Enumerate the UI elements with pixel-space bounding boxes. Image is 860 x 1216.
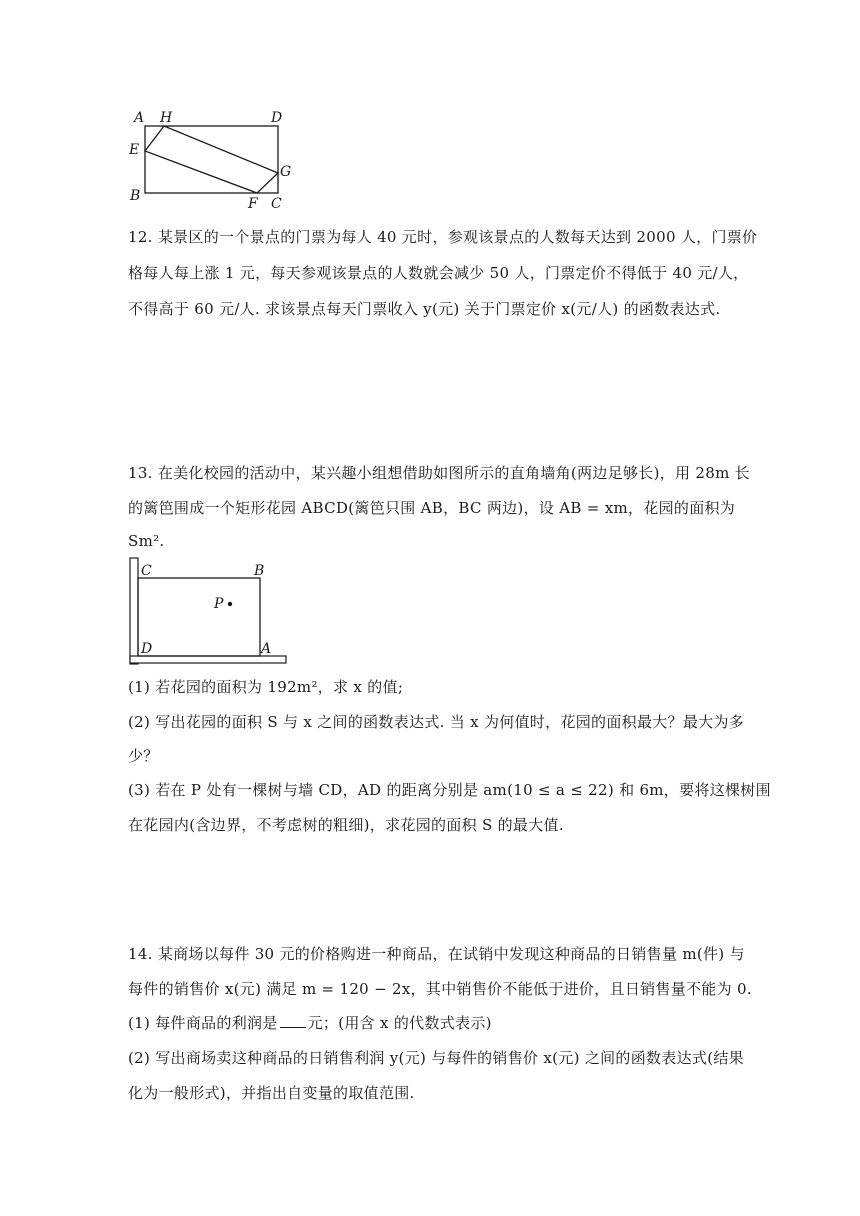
rectangle-parallelogram-figure [126, 106, 296, 212]
label-H: H [160, 110, 173, 126]
label-A: A [134, 110, 145, 126]
label-E: E [129, 142, 140, 158]
label-B: B [254, 563, 265, 579]
label-D: D [271, 110, 283, 126]
q12-line-3: 不得高于 60 元/人. 求该景点每天门票收入 y(元) 关于门票定价 x(元/人) 的函数表达式. [128, 300, 721, 318]
label-G: G [280, 164, 292, 180]
q13-part-2-cont: 少？ [128, 747, 159, 765]
q13-line-3: Sm². [128, 532, 165, 550]
label-P: P [214, 596, 224, 612]
label-C: C [141, 563, 152, 579]
q14-part-1-after: 元；(用含 x 的代数式表示) [307, 1014, 492, 1032]
q13-part-1: (1) 若花园的面积为 192m²，求 x 的值; [128, 678, 404, 696]
q14-part-1 [128, 1012, 492, 1033]
label-F: F [248, 196, 258, 212]
label-C: C [271, 196, 282, 212]
label-D: D [141, 641, 153, 657]
q14-part-2-cont: 化为一般形式)，并指出自变量的取值范围. [128, 1084, 415, 1102]
answer-blank[interactable] [280, 1027, 306, 1028]
q13-line-2: 的篱笆围成一个矩形花园 ABCD(篱笆只围 AB，BC 两边)，设 AB = xm，花园的面积为 [128, 499, 736, 517]
label-A: A [261, 641, 272, 657]
q12-line-2: 格每人每上涨 1 元，每天参观该景点的人数就会减少 50 人，门票定价不得低于 40 元/人， [128, 264, 749, 282]
q14-part-2: (2) 写出商场卖这种商品的日销售利润 y(元) 与每件的销售价 x(元) 之间的函数表达式(结果 [128, 1049, 744, 1067]
q13-part-3-cont: 在花园内(含边界，不考虑树的粗细)，求花园的面积 S 的最大值. [128, 816, 564, 834]
q13-part-2: (2) 写出花园的面积 S 与 x 之间的函数表达式. 当 x 为何值时，花园的面积最大？最大为多 [128, 713, 745, 731]
q14-line-2: 每件的销售价 x(元) 满足 m = 120 − 2x，其中销售价不能低于进价，且日销售量不能为 0. [128, 980, 752, 998]
q13-line-1: 13. 在美化校园的活动中，某兴趣小组想借助如图所示的直角墙角(两边足够长)，用 28m 长 [128, 464, 750, 482]
garden-wall-figure [128, 556, 290, 666]
label-B: B [130, 188, 141, 204]
q14-line-1: 14. 某商场以每件 30 元的价格购进一种商品，在试销中发现这种商品的日销售量 m(件) 与 [128, 945, 745, 963]
q14-part-1-before: (1) 每件商品的利润是 [128, 1014, 278, 1032]
q13-part-3: (3) 若在 P 处有一棵树与墙 CD，AD 的距离分别是 am(10 ≤ a ≤ 22) 和 6m，要将这棵树围 [128, 781, 771, 799]
q12-line-1: 12. 某景区的一个景点的门票为每人 40 元时，参观该景点的人数每天达到 2000 人，门票价 [128, 228, 758, 246]
